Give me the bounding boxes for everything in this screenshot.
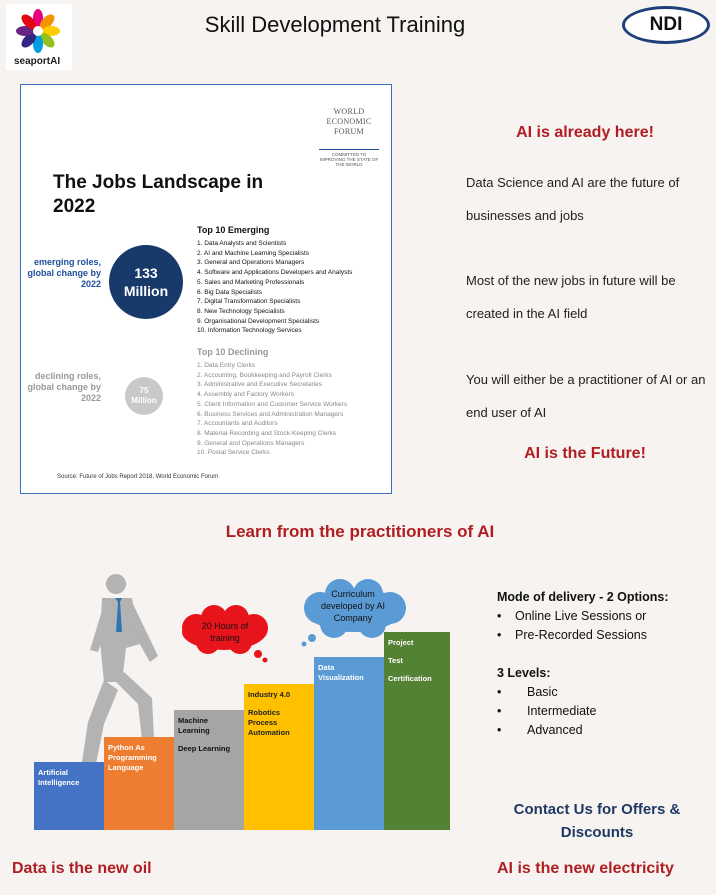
step-sublabel: Deep Learning (178, 744, 231, 753)
list-item: 6. Big Data Specialists (197, 288, 263, 296)
step-label: Industry 4.0 (248, 690, 291, 699)
wef-tagline: COMMITTED TO IMPROVING THE STATE OF THE WORLD (319, 149, 379, 167)
contact-offers: Contact Us for Offers & Discounts (513, 801, 681, 841)
jobs-landscape-title: The Jobs Landscape in 2022 (53, 172, 264, 217)
step-industry-4 (244, 684, 314, 830)
brand-name: seaportAI (14, 56, 61, 67)
page-title: Skill Development Training (204, 12, 466, 37)
emerging-side-label: emerging roles, global change by 2022 (27, 257, 101, 289)
list-item: 8. Material-Recording and Stock-Keeping Clerks (197, 429, 337, 437)
flower-logo-icon (6, 4, 72, 60)
step-artificial-intelligence (34, 762, 104, 830)
declining-side-label: declining roles, global change by 2022 (27, 371, 101, 403)
level-label: Intermediate (527, 704, 597, 718)
levels-heading: 3 Levels: (497, 666, 551, 680)
declining-count-unit: Million (131, 396, 157, 405)
step-data-visualization (314, 657, 384, 830)
intro-paragraph-2: Most of the new jobs in future will be created in the AI field (466, 273, 676, 321)
levels-section (497, 664, 716, 740)
list-item: 8. New Technology Specialists (197, 307, 285, 315)
footer-left-slogan: Data is the new oil (12, 860, 152, 877)
delivery-section (497, 588, 716, 645)
source-note: Source: Future of Jobs Report 2018, World Economic Forum (57, 474, 219, 480)
list-item: 1. Data Entry Clerks (197, 362, 256, 369)
emerging-count-unit: Million (123, 283, 169, 299)
emerging-heading: Top 10 Emerging (197, 225, 270, 235)
curriculum-callout: Curriculum developed by AI Company (320, 589, 386, 623)
list-item: 2. Accounting, Bookkeeping and Payroll Clerks (197, 371, 332, 379)
level-item: • Basic (497, 683, 716, 702)
list-item: 2. AI and Machine Learning Specialists (197, 249, 310, 257)
jobs-landscape-panel (20, 84, 392, 494)
step-machine-learning (174, 710, 244, 830)
step-project (384, 632, 450, 830)
list-item: 4. Software and Applications Developers and Analysts (197, 269, 353, 277)
delivery-option: • Pre-Recorded Sessions (497, 626, 716, 645)
list-item: 7. Accountants and Auditors (197, 420, 278, 428)
level-item: • Intermediate (497, 702, 716, 721)
delivery-option-label: Pre-Recorded Sessions (515, 628, 648, 642)
delivery-option: • Online Live Sessions or (497, 607, 716, 626)
intro-paragraph-3: You will either be a practitioner of AI or an end user of AI (466, 372, 706, 420)
ai-here-heading: AI is already here! (516, 124, 654, 141)
step-label: Data Visualization (318, 663, 364, 682)
level-item: • Advanced (497, 721, 716, 740)
list-item: 4. Assembly and Factory Workers (197, 391, 295, 399)
declining-heading: Top 10 Declining (197, 347, 269, 357)
declining-list (197, 361, 347, 458)
ai-future-heading: AI is the Future! (524, 445, 646, 462)
list-item: 9. Organisational Development Specialists (197, 317, 320, 325)
ndi-badge: NDI (622, 6, 710, 44)
list-item: 1. Data Analysts and Scientists (197, 240, 287, 247)
declining-count-value: 75 (139, 386, 149, 395)
delivery-heading: Mode of delivery - 2 Options: (497, 590, 669, 604)
list-item: 5. Sales and Marketing Professionals (197, 278, 305, 286)
list-item: 3. Administrative and Executive Secretaries (197, 381, 323, 389)
list-item: 5. Client Information and Customer Service Workers (197, 400, 348, 408)
list-item: 3. General and Operations Managers (197, 259, 305, 267)
step-sublabel: Certification (388, 674, 432, 683)
list-item: 6. Business Services and Administration Managers (197, 410, 344, 418)
level-label: Basic (527, 685, 558, 699)
footer-right-slogan: AI is the new electricity (497, 860, 674, 877)
list-item: 9. General and Operations Managers (197, 439, 305, 447)
declining-count-circle (125, 377, 163, 415)
step-label: Project (388, 638, 414, 647)
step-label: Artificial Intelligence (38, 768, 80, 787)
list-item: 10. Postal Service Clerks (197, 449, 270, 457)
list-item: 7. Digital Transformation Specialists (197, 298, 301, 306)
step-label: Machine Learning (178, 716, 210, 735)
wef-logo: WORLD ECONOMIC FORUM (326, 107, 372, 136)
step-sublabel: Test (388, 656, 403, 665)
level-label: Advanced (527, 723, 583, 737)
list-item: 10. Information Technology Services (197, 327, 302, 335)
emerging-count-circle (109, 245, 183, 319)
learn-heading: Learn from the practitioners of AI (225, 522, 495, 541)
intro-paragraph-1: Data Science and AI are the future of businesses and jobs (466, 175, 680, 223)
emerging-count-value: 133 (134, 265, 158, 281)
step-label: Python As Programming Language (108, 743, 157, 772)
hours-callout: 20 Hours of training (201, 621, 249, 643)
delivery-option-label: Online Live Sessions or (515, 609, 647, 623)
emerging-list (197, 239, 352, 336)
step-python (104, 737, 174, 830)
step-sublabel: Robotics Process Automation (248, 708, 290, 737)
